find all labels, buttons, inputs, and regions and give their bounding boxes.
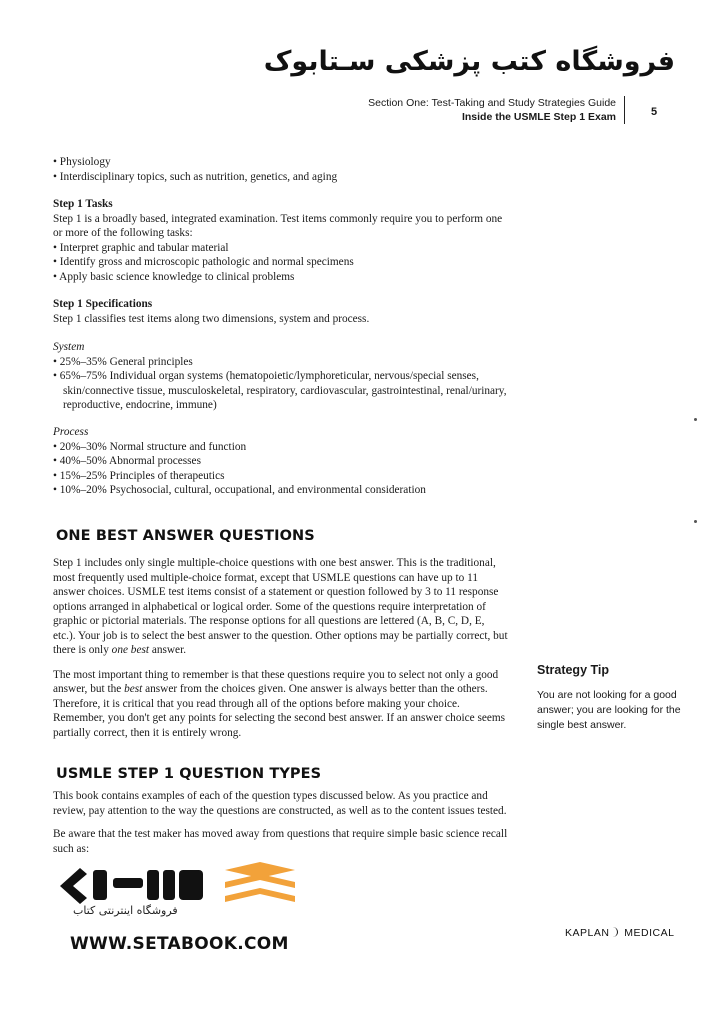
publisher-division: MEDICAL xyxy=(624,927,675,939)
list-item: • 20%–30% Normal structure and function xyxy=(53,440,508,455)
setabook-logo-mark-icon xyxy=(55,858,305,928)
logo-tagline: فروشگاه اینترنتی کتاب xyxy=(73,904,178,917)
watermark-brand-title: فروشگاه کتب پزشکی سـتابوک xyxy=(263,46,675,77)
step1-tasks-heading: Step 1 Tasks xyxy=(53,198,113,210)
step1-specs-section xyxy=(53,297,508,326)
list-item: • 65%–75% Individual organ systems (hematopoietic/lymphoreticular, nervous/special senses, skin/connective tissue, musculoskeletal, respiratory, cardiovascular, gastrointestinal, renal/urinary, reproductive, endocrine, immune) xyxy=(53,369,508,413)
publisher-logo xyxy=(565,927,674,939)
scan-mark xyxy=(694,418,697,421)
list-item: • 10%–20% Psychosocial, cultural, occupational, and environmental consideration xyxy=(53,483,508,498)
running-head xyxy=(368,96,625,124)
intro-bullet-list xyxy=(53,155,508,184)
strategy-tip-heading: Strategy Tip xyxy=(537,663,610,677)
step1-tasks-text: Step 1 is a broadly based, integrated examination. Test items commonly require you to perform one or more of the following tasks: xyxy=(53,212,503,239)
setabook-logo xyxy=(55,858,305,928)
process-label: Process xyxy=(53,426,89,438)
strategy-tip-body: You are not looking for a good answer; you are looking for the single best answer. xyxy=(537,689,681,731)
process-section xyxy=(53,425,508,498)
list-item: • Physiology xyxy=(53,155,508,170)
question-types-paragraph-2: Be aware that the test maker has moved away from questions that require simple basic science recall such as: xyxy=(53,828,508,855)
list-item: • 25%–35% General principles xyxy=(53,355,508,370)
question-types-paragraph-1: This book contains examples of each of the question types discussed below. As you practice and review, pay attention to the way the questions are constructed, as well as to the content issues tested. xyxy=(53,790,507,817)
running-head-section: Section One: Test-Taking and Study Strategies Guide xyxy=(368,97,616,109)
strategy-tip-sidebar xyxy=(537,663,687,733)
question-types-heading: USMLE STEP 1 QUESTION TYPES xyxy=(56,766,322,782)
question-types-body xyxy=(53,789,508,856)
list-item: • Identify gross and microscopic pathologic and normal specimens xyxy=(53,255,508,270)
one-best-answer-body xyxy=(53,556,508,740)
one-best-paragraph-1: Step 1 includes only single multiple-choice questions with one best answer. This is the traditional, most frequently used multiple-choice format, except that USMLE questions can have up to 11 answer choices. USMLE test items consist of a statement or question followed by 3 to 11 response options arranged in alphabetical or logical order. Some of the questions require interpretation of graphic or pictorial materials. The response options for all questions are lettered (A, B, C, D, E, etc.). Your job is to select the best answer to the question. Other options may be partially correct, but there is only one best answer. xyxy=(53,557,508,656)
list-item: • Interdisciplinary topics, such as nutrition, genetics, and aging xyxy=(53,170,508,185)
publisher-name: KAPLAN xyxy=(565,927,610,939)
system-section xyxy=(53,340,508,413)
list-item: • Apply basic science knowledge to clinical problems xyxy=(53,270,508,285)
step1-specs-heading: Step 1 Specifications xyxy=(53,298,153,310)
step1-tasks-section xyxy=(53,197,508,284)
list-item: • Interpret graphic and tabular material xyxy=(53,241,508,256)
list-item: • 15%–25% Principles of therapeutics xyxy=(53,469,508,484)
website-url: WWW.SETABOOK.COM xyxy=(70,934,289,954)
page-number: 5 xyxy=(651,106,658,118)
step1-specs-text: Step 1 classifies test items along two dimensions, system and process. xyxy=(53,312,370,325)
scan-mark xyxy=(694,520,697,523)
list-item: • 40%–50% Abnormal processes xyxy=(53,454,508,469)
one-best-paragraph-2: The most important thing to remember is that these questions require you to select not only a good answer, but the best answer from the choices given. One answer is always better than the others. Therefore, it is critical that you read through all of the options before making your choice. Remember, you don't get any points for selecting the second best answer. If an answer choice seems partially correct, then it is entirely wrong. xyxy=(53,668,506,739)
running-head-chapter: Inside the USMLE Step 1 Exam xyxy=(461,111,616,123)
system-label: System xyxy=(53,341,85,353)
one-best-answer-heading: ONE BEST ANSWER QUESTIONS xyxy=(56,528,315,544)
publisher-mark-icon xyxy=(611,927,618,937)
